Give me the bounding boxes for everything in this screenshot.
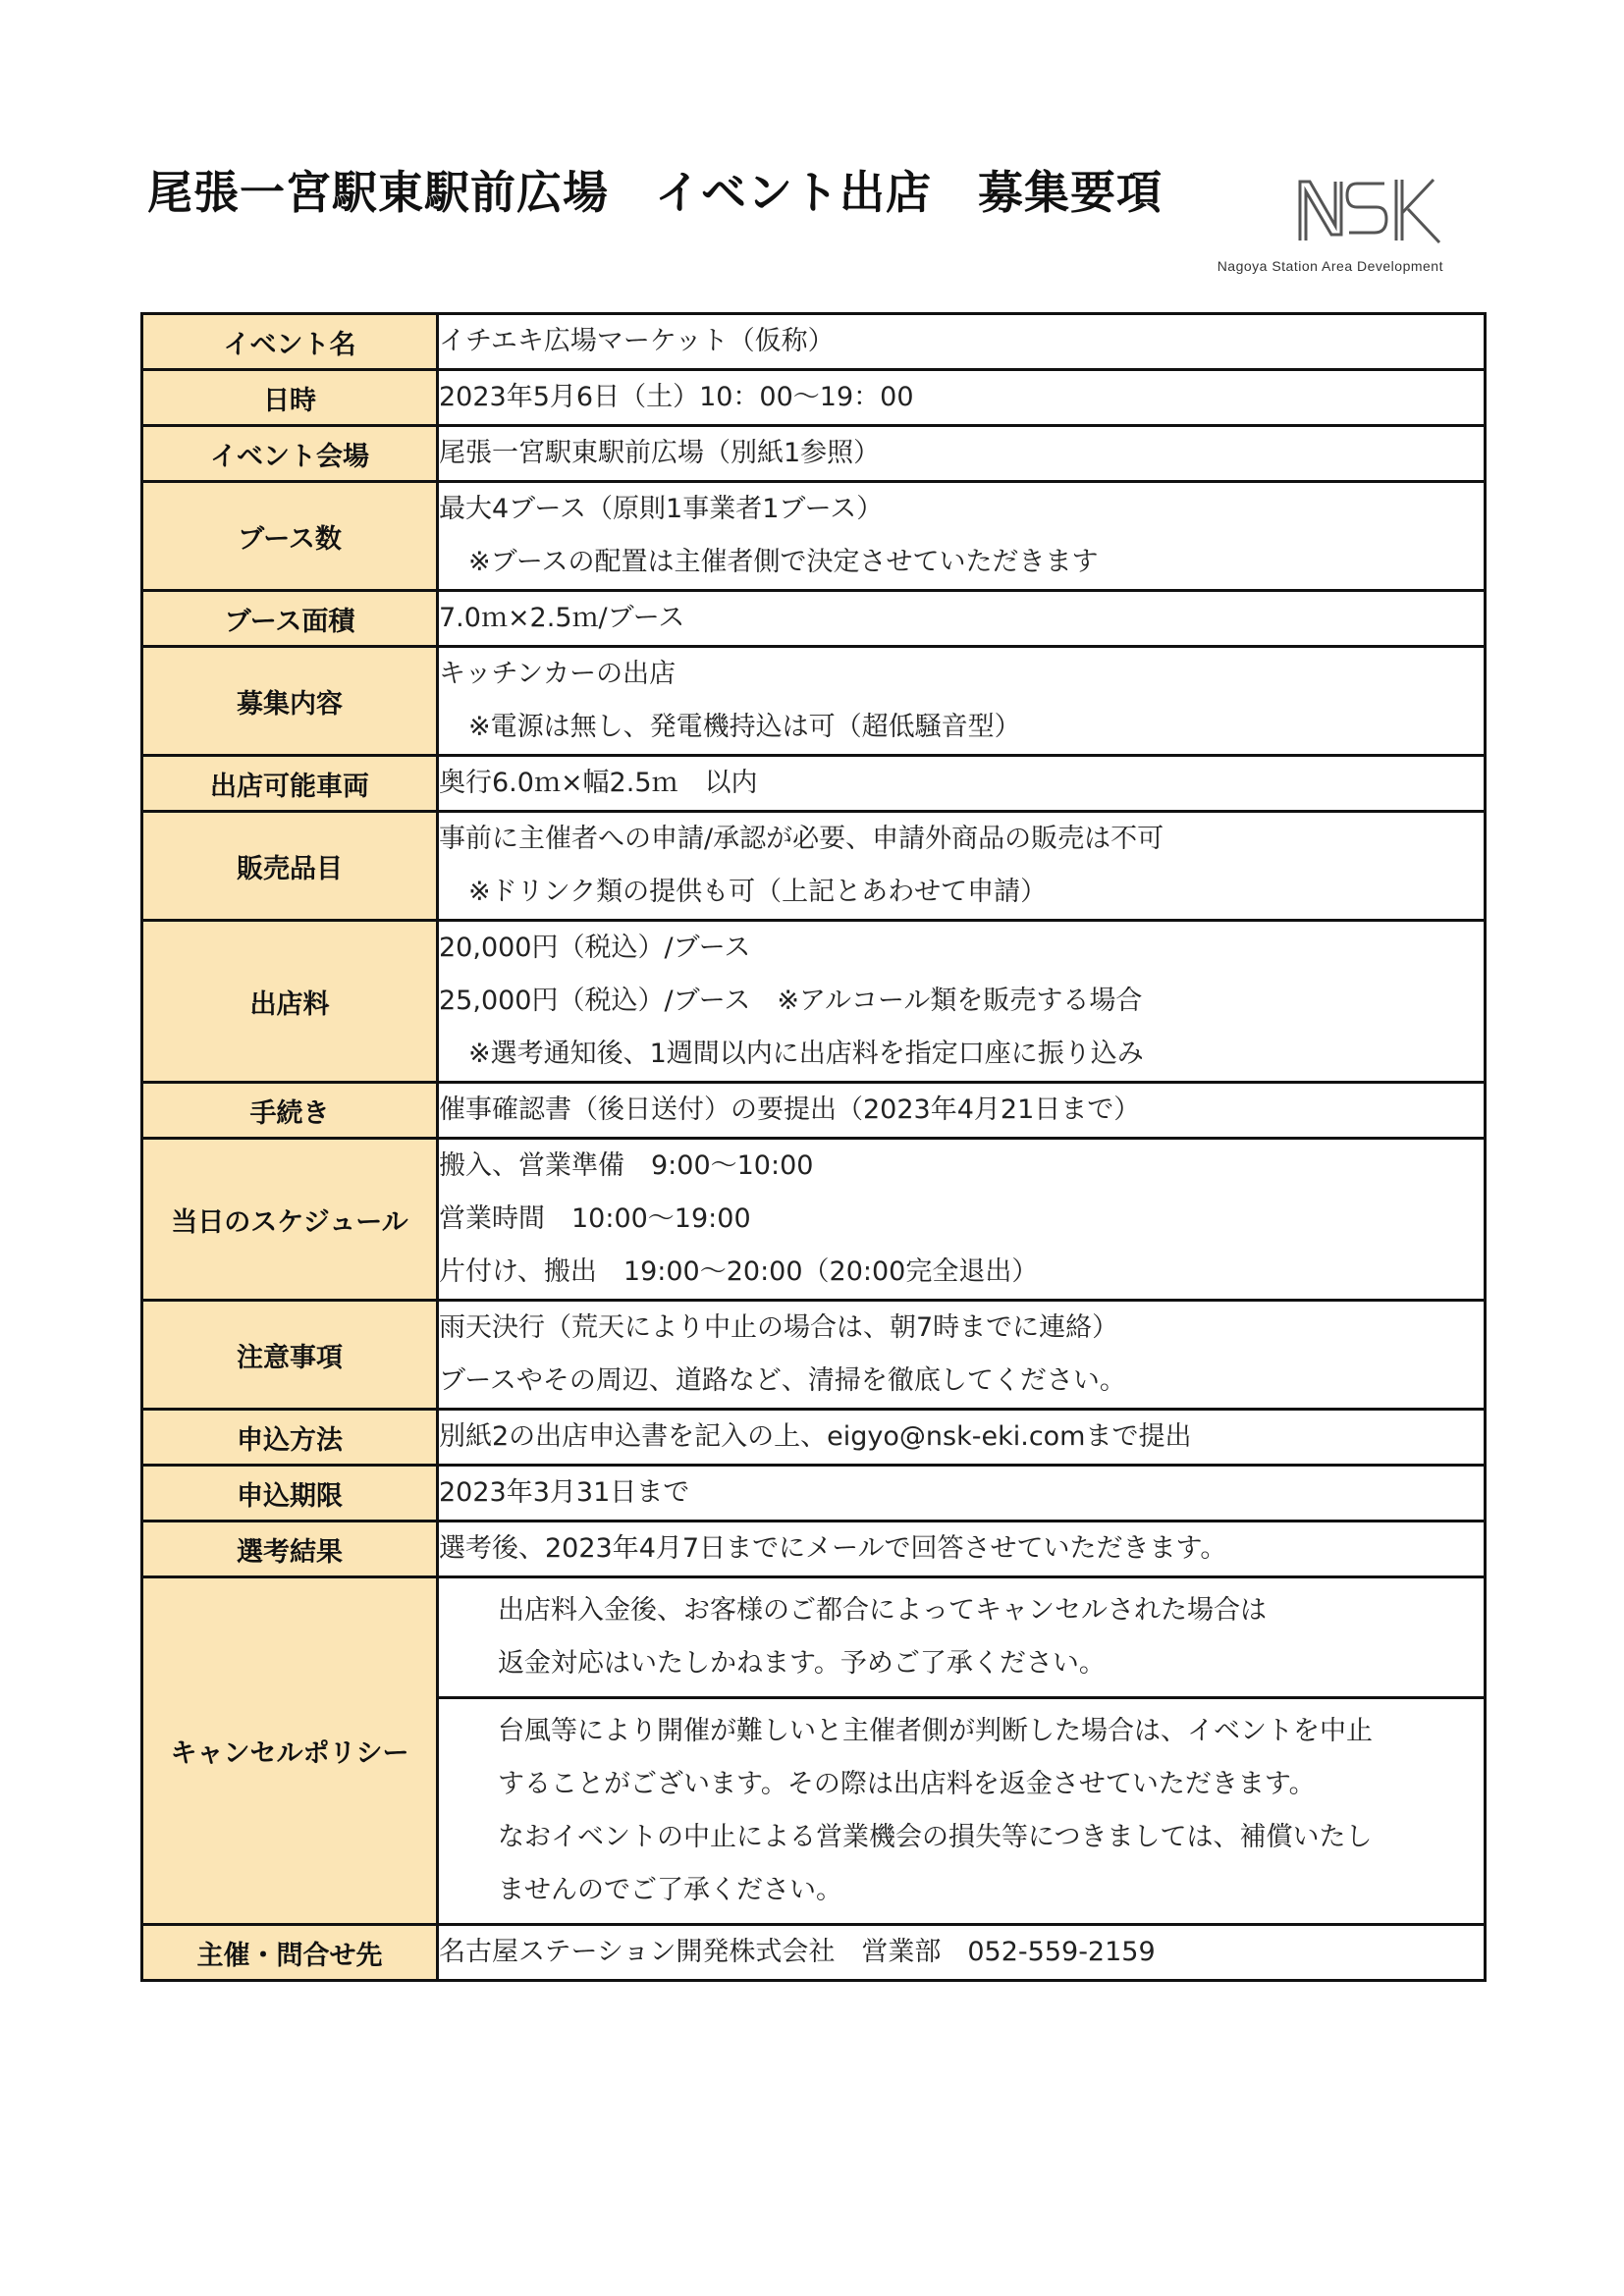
content-segment — [439, 1578, 1484, 1696]
row-label: 出店可能車両 — [142, 756, 438, 812]
table-row-selection — [142, 1522, 1486, 1577]
content-line: ブースやその周辺、道路など、清掃を徹底してください。 — [439, 1365, 1126, 1396]
content-line: 搬入、営業準備 9:00～10:00 — [439, 1150, 814, 1181]
table-row-vehicle — [142, 756, 1486, 812]
row-content — [438, 591, 1486, 647]
page-title: 尾張一宮駅東駅前広場 イベント出店 募集要項 — [147, 166, 1163, 219]
content-line: 返金対応はいたしかねます。予めご了承ください。 — [498, 1648, 1106, 1679]
table-row-deadline — [142, 1466, 1486, 1522]
nsk-logo-icon — [1296, 172, 1443, 250]
row-label: 申込方法 — [142, 1410, 438, 1466]
table-row-venue — [142, 426, 1486, 482]
logo-subtitle: Nagoya Station Area Development — [1217, 258, 1443, 274]
table-row-sales-items — [142, 812, 1486, 921]
row-label: ブース数 — [142, 482, 438, 591]
row-label: 主催・問合せ先 — [142, 1925, 438, 1981]
table-row-notes — [142, 1301, 1486, 1410]
content-line: 尾張一宮駅東駅前広場（別紙1参照） — [439, 438, 881, 468]
note-line: ※ドリンク類の提供も可（上記とあわせて申請） — [468, 877, 1048, 907]
row-content — [438, 647, 1486, 756]
row-label: イベント会場 — [142, 426, 438, 482]
content-line: 2023年5月6日（土）10：00～19：00 — [439, 382, 914, 412]
row-label: 手続き — [142, 1083, 438, 1139]
company-logo — [1149, 172, 1443, 280]
table-row-booth-area — [142, 591, 1486, 647]
table-row-datetime — [142, 370, 1486, 426]
content-line: 最大4ブース（原則1事業者1ブース） — [439, 494, 884, 524]
content-line: 催事確認書（後日送付）の要提出（2023年4月21日まで） — [439, 1095, 1141, 1125]
note-line: ※電源は無し、発電機持込は可（超低騒音型） — [468, 712, 1021, 742]
row-content — [438, 314, 1486, 370]
content-line: ませんのでご了承ください。 — [498, 1875, 842, 1905]
note-line: ※選考通知後、1週間以内に出店料を指定口座に振り込み — [468, 1039, 1144, 1069]
row-label: 日時 — [142, 370, 438, 426]
row-label: キャンセルポリシー — [142, 1577, 438, 1925]
content-line: 雨天決行（荒天により中止の場合は、朝7時までに連絡） — [439, 1312, 1119, 1343]
row-label: イベント名 — [142, 314, 438, 370]
content-line: 20,000円（税込）/ブース — [439, 933, 751, 963]
content-line: 7.0ｍ×2.5ｍ/ブース — [439, 603, 685, 633]
table-row-contact — [142, 1925, 1486, 1981]
content-line: 25,000円（税込）/ブース ※アルコール類を販売する場合 — [439, 986, 1143, 1016]
row-label: 選考結果 — [142, 1522, 438, 1577]
row-content — [438, 1083, 1486, 1139]
content-line: イチエキ広場マーケット（仮称） — [439, 326, 835, 356]
table-row-procedure — [142, 1083, 1486, 1139]
row-content — [438, 482, 1486, 591]
row-content — [438, 426, 1486, 482]
content-line: 片付け、搬出 19:00～20:00（20:00完全退出） — [439, 1256, 1039, 1287]
row-label: 注意事項 — [142, 1301, 438, 1410]
requirements-table — [140, 312, 1487, 1982]
table-row-booth-count — [142, 482, 1486, 591]
row-content — [438, 812, 1486, 921]
content-segment — [439, 1696, 1484, 1923]
row-label: 出店料 — [142, 921, 438, 1083]
row-content — [438, 370, 1486, 426]
content-line: 奥行6.0ｍ×幅2.5ｍ 以内 — [439, 768, 758, 798]
row-label: 募集内容 — [142, 647, 438, 756]
row-content — [438, 1410, 1486, 1466]
content-line: 台風等により開催が難しいと主催者側が判断した場合は、イベントを中止 — [498, 1716, 1373, 1746]
content-line: 名古屋ステーション開発株式会社 営業部 052-559-2159 — [439, 1937, 1156, 1967]
row-content — [438, 1139, 1486, 1301]
content-line: 事前に主催者への申請/承認が必要、申請外商品の販売は不可 — [439, 824, 1164, 854]
table-row-cancel-policy — [142, 1577, 1486, 1925]
row-content — [438, 1925, 1486, 1981]
table-row-fee — [142, 921, 1486, 1083]
row-content — [438, 1522, 1486, 1577]
row-content — [438, 1577, 1486, 1925]
row-content — [438, 1466, 1486, 1522]
row-label: 当日のスケジュール — [142, 1139, 438, 1301]
content-line: 別紙2の出店申込書を記入の上、eigyo@nsk-eki.comまで提出 — [439, 1421, 1192, 1452]
content-line: 選考後、2023年4月7日までにメールで回答させていただきます。 — [439, 1533, 1227, 1564]
row-content — [438, 1301, 1486, 1410]
content-line: 営業時間 10:00～19:00 — [439, 1203, 751, 1234]
table-row-schedule — [142, 1139, 1486, 1301]
content-line: キッチンカーの出店 — [439, 659, 677, 689]
table-row-apply-method — [142, 1410, 1486, 1466]
content-line: なおイベントの中止による営業機会の損失等につきましては、補償いたし — [498, 1822, 1373, 1852]
content-line: 2023年3月31日まで — [439, 1477, 690, 1508]
table-row-event-name — [142, 314, 1486, 370]
table-row-recruitment — [142, 647, 1486, 756]
content-line: 出店料入金後、お客様のご都合によってキャンセルされた場合は — [498, 1595, 1267, 1626]
row-content — [438, 756, 1486, 812]
row-label: ブース面積 — [142, 591, 438, 647]
row-content — [438, 921, 1486, 1083]
row-label: 販売品目 — [142, 812, 438, 921]
note-line: ※ブースの配置は主催者側で決定させていただきます — [468, 547, 1099, 577]
row-label: 申込期限 — [142, 1466, 438, 1522]
content-line: することがございます。その際は出店料を返金させていただきます。 — [498, 1769, 1316, 1799]
